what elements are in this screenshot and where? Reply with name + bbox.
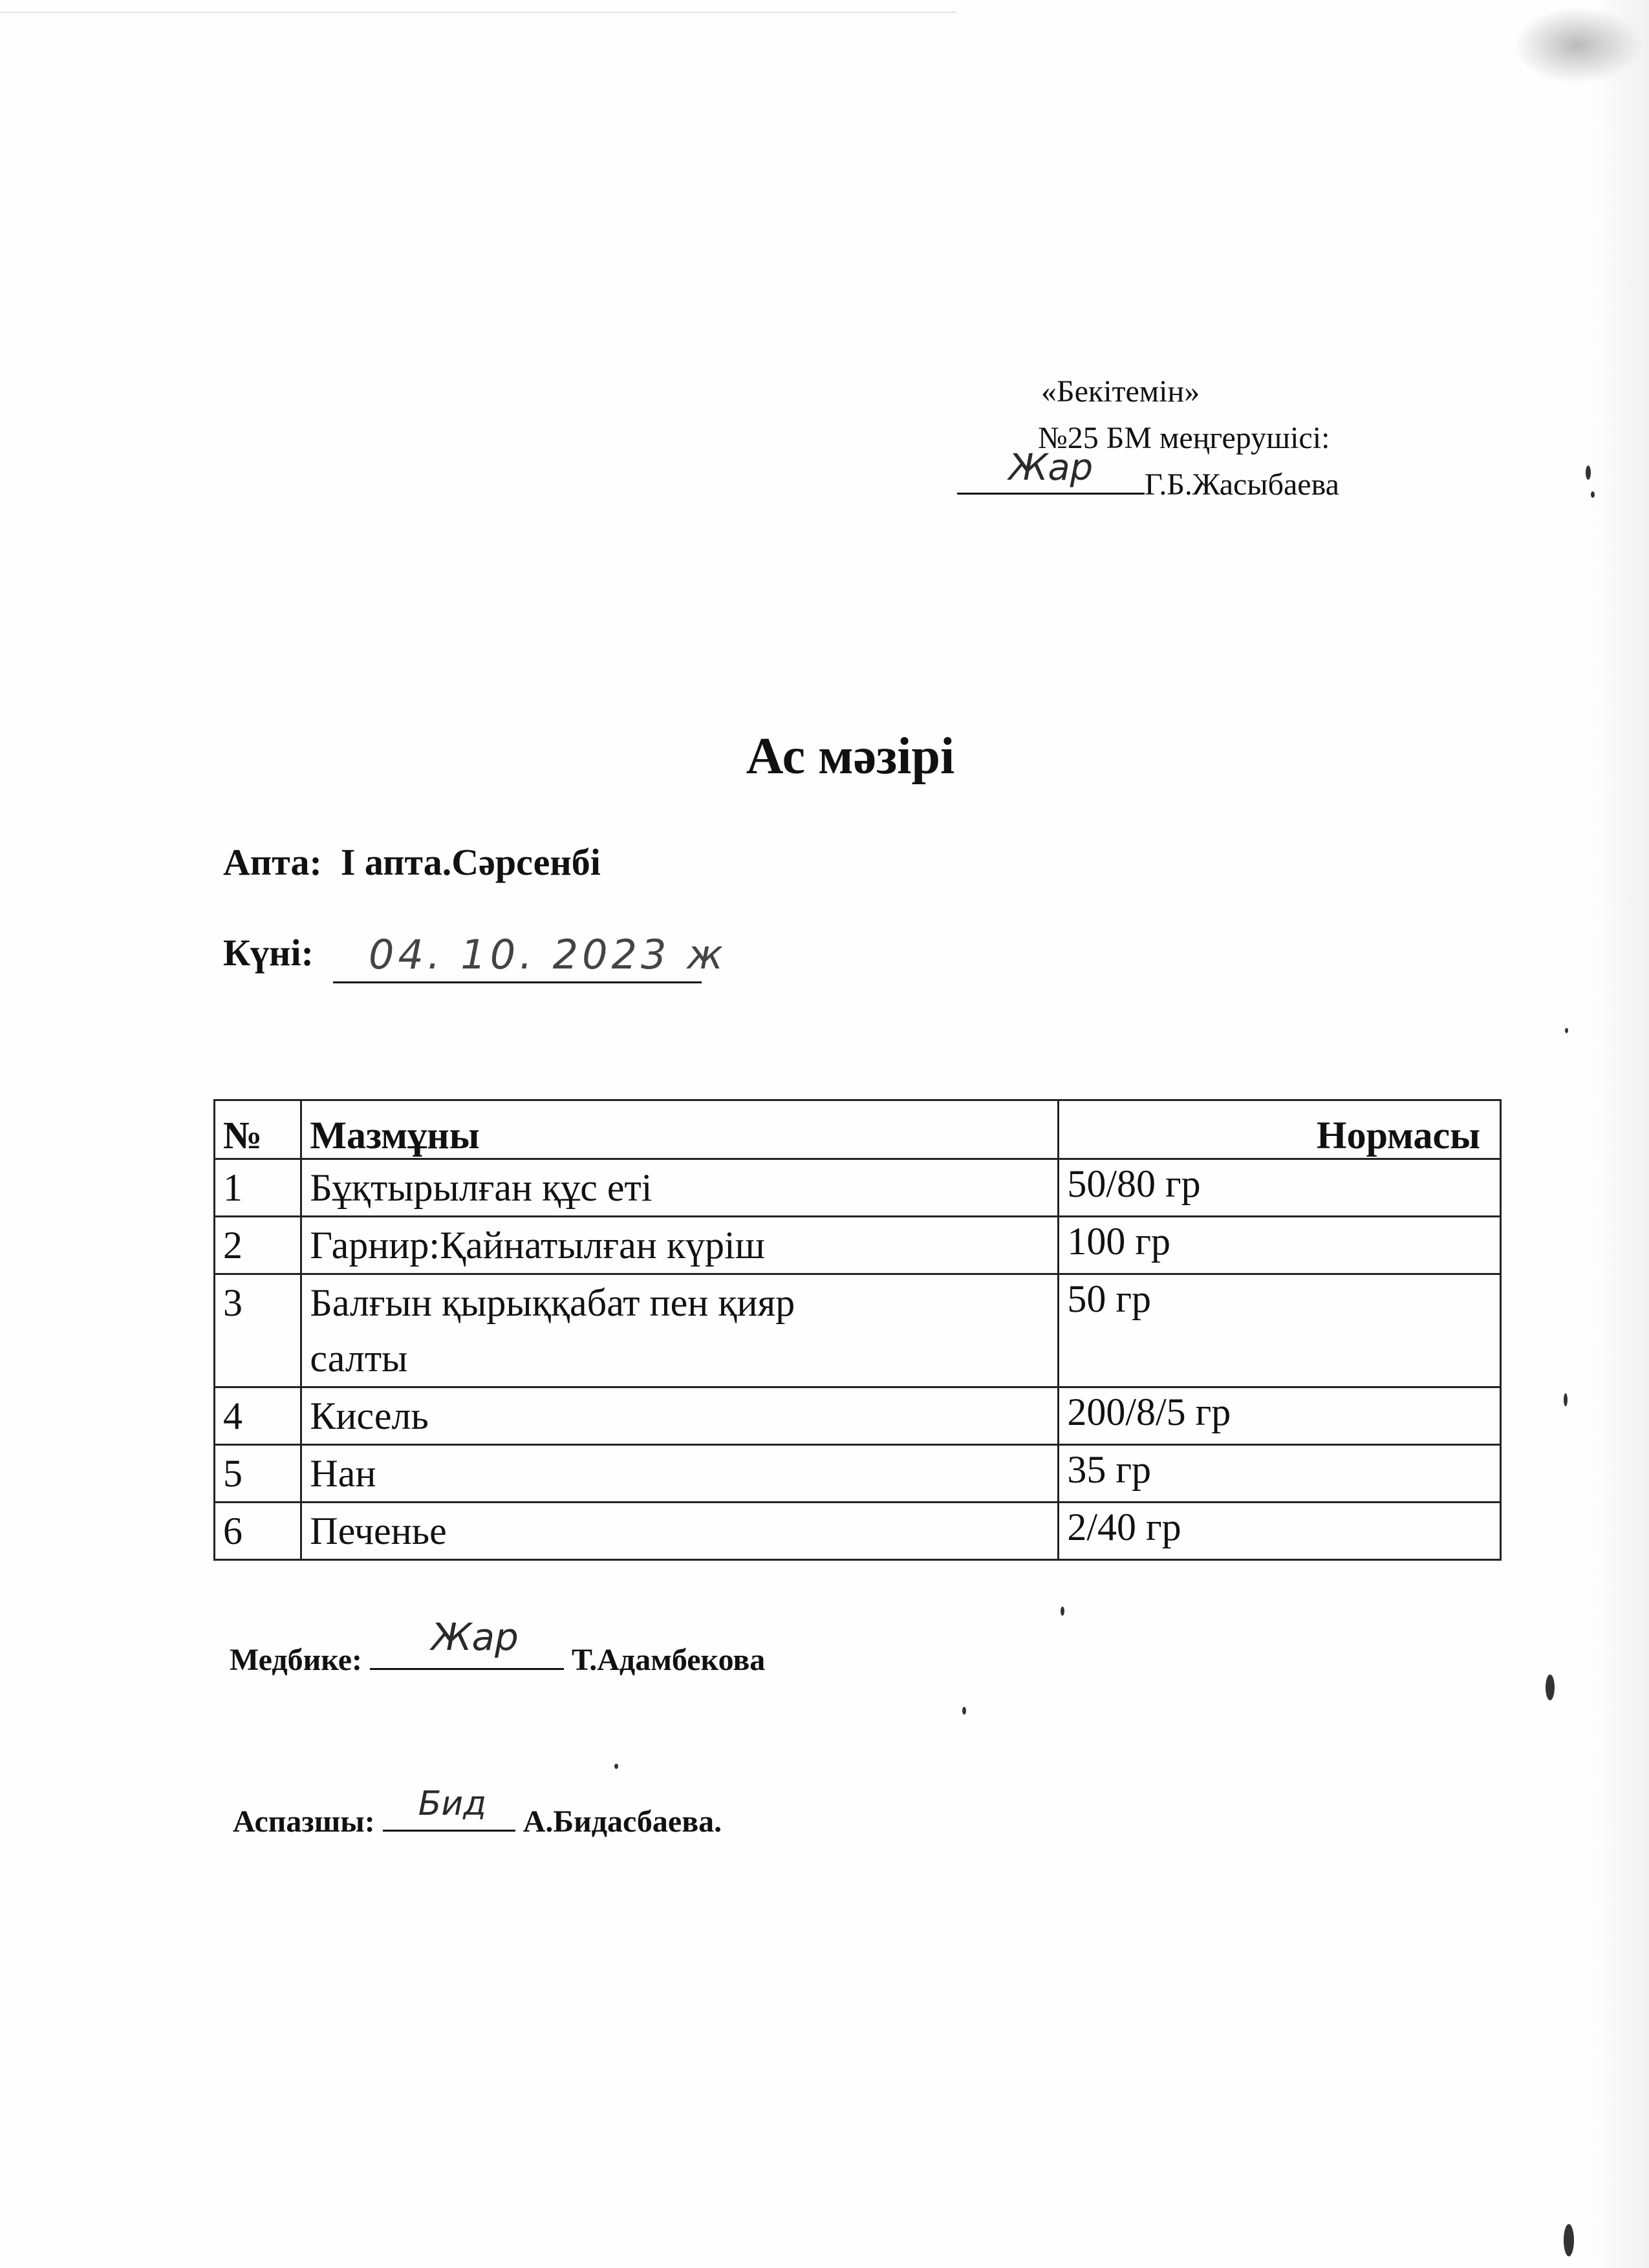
row-number: 3 (215, 1274, 301, 1387)
scan-speck (1591, 491, 1595, 498)
scan-speck (614, 1764, 618, 1769)
header-norm: Нормасы (1059, 1100, 1501, 1159)
row-content: Нан (301, 1445, 1059, 1503)
approval-signatory: Г.Б.Жасыбаева (1145, 467, 1339, 502)
approval-signature-line (957, 447, 1423, 508)
row-number: 5 (215, 1445, 301, 1503)
nurse-signature-underline (370, 1615, 564, 1670)
row-norm: 100 гр (1059, 1217, 1501, 1274)
row-norm: 50/80 гр (1059, 1159, 1501, 1217)
nurse-label: Медбике: (230, 1643, 363, 1677)
scan-artifact-line (0, 12, 957, 13)
date-label: Күні: (223, 932, 314, 974)
row-content: Бұқтырылған құс еті (301, 1159, 1059, 1217)
row-content: Гарнир:Қайнатылған күріш (301, 1217, 1059, 1274)
row-content: Печенье (301, 1503, 1059, 1560)
cook-signature-row (233, 1784, 722, 1839)
row-content: Кисель (301, 1387, 1059, 1445)
page-title: Ас мәзірі (746, 728, 955, 785)
week-line (223, 840, 601, 884)
row-number: 4 (215, 1387, 301, 1445)
row-content: Балғын қырыққабат пен қияр салты (301, 1274, 1059, 1387)
cook-signature: Бид (418, 1784, 487, 1823)
scan-speck (1564, 1393, 1568, 1406)
approval-block (957, 369, 1423, 508)
signature-underline (957, 447, 1145, 495)
cook-name: А.Бидасбаева. (523, 1804, 722, 1839)
approval-position: №25 БМ меңгерушісі: (1038, 421, 1330, 455)
row-norm: 200/8/5 гр (1059, 1387, 1501, 1445)
table-row (215, 1445, 1501, 1503)
header-number: № (215, 1100, 301, 1159)
cook-signature-underline (383, 1784, 515, 1832)
row-number: 1 (215, 1159, 301, 1217)
row-number: 6 (215, 1503, 301, 1560)
scan-speck (1546, 1674, 1555, 1700)
date-underline (333, 981, 702, 983)
menu-table (213, 1099, 1502, 1561)
nurse-name: Т.Адамбекова (572, 1643, 766, 1677)
week-value: I апта.Сәрсенбі (340, 841, 601, 883)
nurse-signature-row (230, 1615, 766, 1678)
scan-speck (1564, 2224, 1574, 2256)
table-row (215, 1503, 1501, 1560)
date-handwritten-value: 04. 10. 2023 ж (369, 931, 727, 978)
scan-artifact-edge (1591, 0, 1649, 2268)
nurse-signature: Жар (431, 1615, 519, 1659)
header-content: Мазмұны (301, 1100, 1059, 1159)
scan-speck (1565, 1028, 1568, 1033)
row-norm: 35 гр (1059, 1445, 1501, 1503)
row-number: 2 (215, 1217, 301, 1274)
approval-signature: Жар (1009, 447, 1094, 489)
table-row (215, 1217, 1501, 1274)
table-row (215, 1274, 1501, 1387)
scan-artifact-noise (1513, 6, 1643, 84)
cook-label: Аспазшы: (233, 1804, 375, 1839)
week-label: Апта: (223, 841, 322, 883)
scan-speck (1586, 465, 1591, 480)
table-header-row (215, 1100, 1501, 1159)
approval-heading: «Бекітемін» (1041, 374, 1200, 409)
row-norm: 50 гр (1059, 1274, 1501, 1387)
scan-speck (962, 1707, 966, 1715)
scan-speck (1061, 1607, 1064, 1616)
row-norm: 2/40 гр (1059, 1503, 1501, 1560)
table-row (215, 1387, 1501, 1445)
table-row (215, 1159, 1501, 1217)
